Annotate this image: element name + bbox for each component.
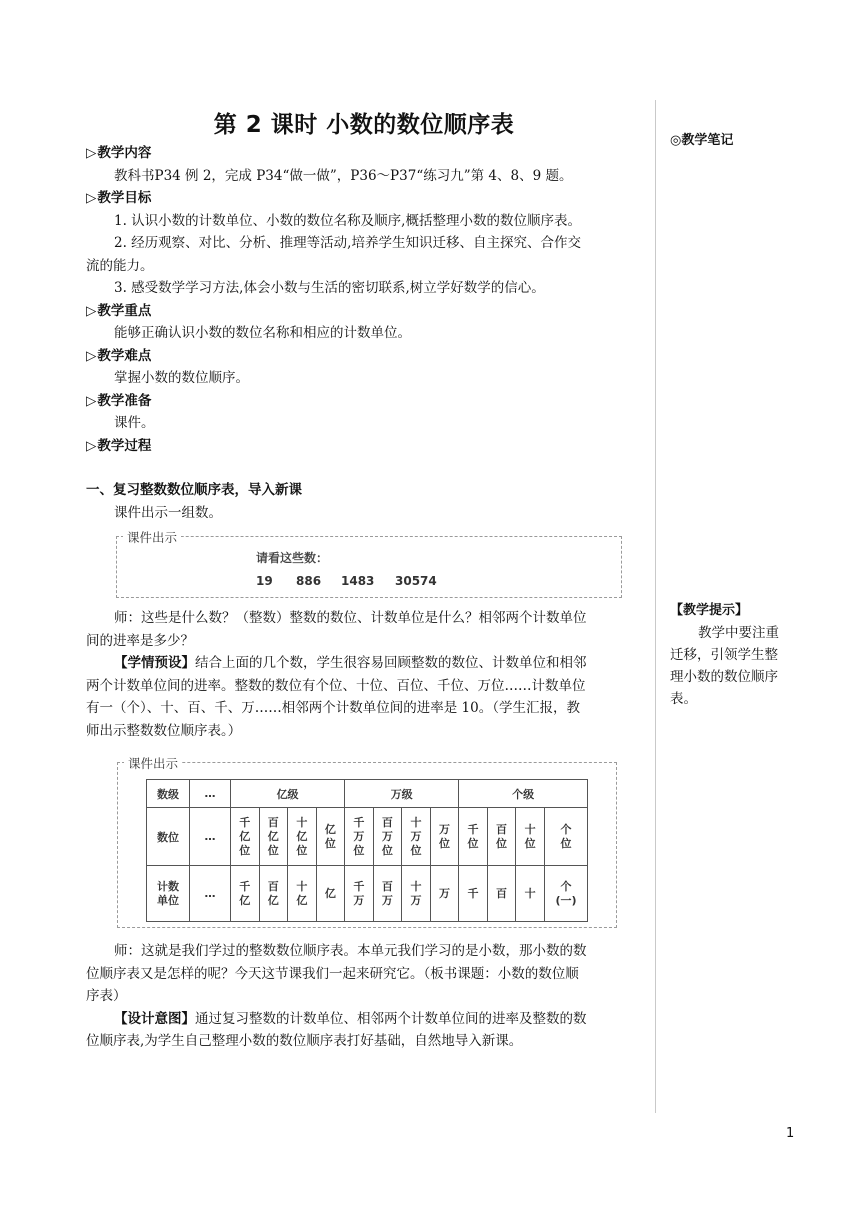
triangle-icon: ▷ [86, 392, 97, 409]
place-cell: 千 亿 位 [231, 808, 260, 866]
tip-line: 教学中要注重 [698, 625, 779, 641]
courseware-label: 课件出示 [124, 754, 182, 772]
unit-cell: 个 (一) [545, 866, 588, 922]
unit-cell: 千 [459, 866, 488, 922]
tip-line: 理小数的数位顺序 [670, 669, 778, 685]
row-label-level: 数级 [147, 780, 190, 808]
heading-key-points: ▷教学重点 [86, 302, 152, 319]
goal-item: 1. 认识小数的计数单位、小数的数位名称及顺序,概括整理小数的数位顺序表。 [114, 212, 581, 229]
number-item: 19 [256, 574, 273, 588]
triangle-icon: ▷ [86, 347, 97, 364]
teacher-question: 师：这些是什么数？（整数）整数的数位、计数单位是什么？相邻两个计数单位 [114, 610, 587, 626]
preset-line: 有一（个）、十、百、千、万……相邻两个计数单位间的进率是 10。（学生汇报，教 [86, 700, 580, 716]
page-number: 1 [786, 1126, 795, 1141]
preset-line: 两个计数单位间的进率。整数的数位有个位、十位、百位、千位、万位……计数单位 [86, 677, 586, 694]
column-divider [655, 100, 656, 1113]
heading-process: ▷教学过程 [86, 437, 152, 454]
unit-cell: 亿 [316, 866, 345, 922]
triangle-icon: ▷ [86, 437, 97, 454]
heading-difficulties: ▷教学难点 [86, 347, 152, 364]
goal-item: 2. 经历观察、对比、分析、推理等活动,培养学生知识迁移、自主探究、合作交 [114, 235, 581, 251]
part1-heading: 一、复习整数数位顺序表，导入新课 [86, 482, 302, 498]
courseware-prompt: 请看这些数： [256, 551, 329, 565]
number-item: 30574 [395, 574, 437, 588]
teacher-question: 间的进率是多少？ [86, 632, 194, 649]
unit-cell: 万 [430, 866, 459, 922]
courseware-label: 课件出示 [123, 528, 181, 546]
heading-preparation: ▷教学准备 [86, 392, 152, 409]
triangle-icon: ▷ [86, 145, 97, 161]
notes-label: ◎教学笔记 [670, 133, 734, 148]
courseware-box-place-value-table [117, 756, 617, 928]
place-cell: 千 位 [459, 808, 488, 866]
intent-line: 位顺序表,为学生自己整理小数的数位顺序表打好基础，自然地导入新课。 [86, 1033, 523, 1049]
row-label-place: 数位 [147, 808, 190, 866]
place-value-table [146, 779, 588, 922]
unit-cell: 百 亿 [259, 866, 288, 922]
triangle-icon: ▷ [86, 302, 97, 319]
row-label-unit: 计数 单位 [147, 866, 190, 922]
place-cell: 个 位 [545, 808, 588, 866]
goal-item: 流的能力。 [86, 257, 154, 274]
tip-heading: 【教学提示】 [670, 603, 749, 618]
key-points-text: 能够正确认识小数的数位名称和相应的计数单位。 [114, 325, 411, 341]
place-cell: 百 位 [487, 808, 516, 866]
ellipsis-cell: … [190, 866, 231, 922]
number-item: 886 [296, 574, 322, 588]
main-column [86, 108, 642, 1053]
ellipsis-cell: … [190, 808, 231, 866]
place-cell: 十 万 位 [402, 808, 431, 866]
unit-cell: 十 [516, 866, 545, 922]
goal-item: 3. 感受数学学习方法,体会小数与生活的密切联系,树立学好数学的信心。 [114, 280, 545, 296]
teacher-explanation: 师：这就是我们学过的整数数位顺序表。本单元我们学习的是小数，那小数的数 [114, 943, 587, 959]
page-title: 第 2 课时 小数的数位顺序表 [213, 112, 515, 138]
intent-tag: 【设计意图】 [114, 1010, 195, 1027]
unit-cell: 千 万 [345, 866, 374, 922]
preset-line: 师出示整数数位顺序表。） [86, 722, 242, 739]
sidebar-notes [670, 129, 820, 148]
unit-cell: 十 万 [402, 866, 431, 922]
ellipsis-cell: … [190, 780, 231, 808]
place-cell: 百 亿 位 [259, 808, 288, 866]
place-cell: 十 亿 位 [288, 808, 317, 866]
preset-paragraph: 【学情预设】结合上面的几个数，学生很容易回顾整数的数位、计数单位和相邻 [114, 655, 587, 671]
place-cell: 千 万 位 [345, 808, 374, 866]
unit-cell: 千 亿 [231, 866, 260, 922]
unit-cell: 百 万 [373, 866, 402, 922]
unit-cell: 百 [487, 866, 516, 922]
part1-intro: 课件出示一组数。 [114, 504, 222, 521]
group-yi: 亿级 [231, 780, 345, 808]
heading-goals: ▷教学目标 [86, 190, 152, 206]
place-cell: 十 位 [516, 808, 545, 866]
content-text: 教科书P34 例 2，完成 P34“做一做”，P36～P37“练习九”第 4、8、9 题。 [114, 167, 573, 184]
group-ge: 个级 [459, 780, 588, 808]
courseware-box-numbers [116, 530, 622, 598]
unit-cell: 十 亿 [288, 866, 317, 922]
sidebar-tip [670, 600, 820, 710]
number-list [256, 574, 437, 588]
tip-line: 表。 [670, 691, 697, 707]
triangle-icon: ▷ [86, 190, 97, 206]
heading-content: ▷教学内容 [86, 145, 152, 161]
preset-tag: 【学情预设】 [114, 655, 195, 671]
intent-paragraph: 【设计意图】通过复习整数的计数单位、相邻两个计数单位间的进率及整数的数 [114, 1010, 587, 1027]
place-cell: 亿 位 [316, 808, 345, 866]
teacher-explanation: 位顺序表又是怎样的呢？今天这节课我们一起来研究它。（板书课题：小数的数位顺 [86, 965, 579, 982]
number-item: 1483 [341, 574, 375, 588]
difficulties-text: 掌握小数的数位顺序。 [114, 370, 249, 386]
preparation-text: 课件。 [114, 415, 155, 431]
tip-line: 迁移，引领学生整 [670, 647, 778, 663]
place-cell: 百 万 位 [373, 808, 402, 866]
teacher-explanation: 序表） [86, 988, 127, 1004]
place-cell: 万 位 [430, 808, 459, 866]
group-wan: 万级 [345, 780, 459, 808]
